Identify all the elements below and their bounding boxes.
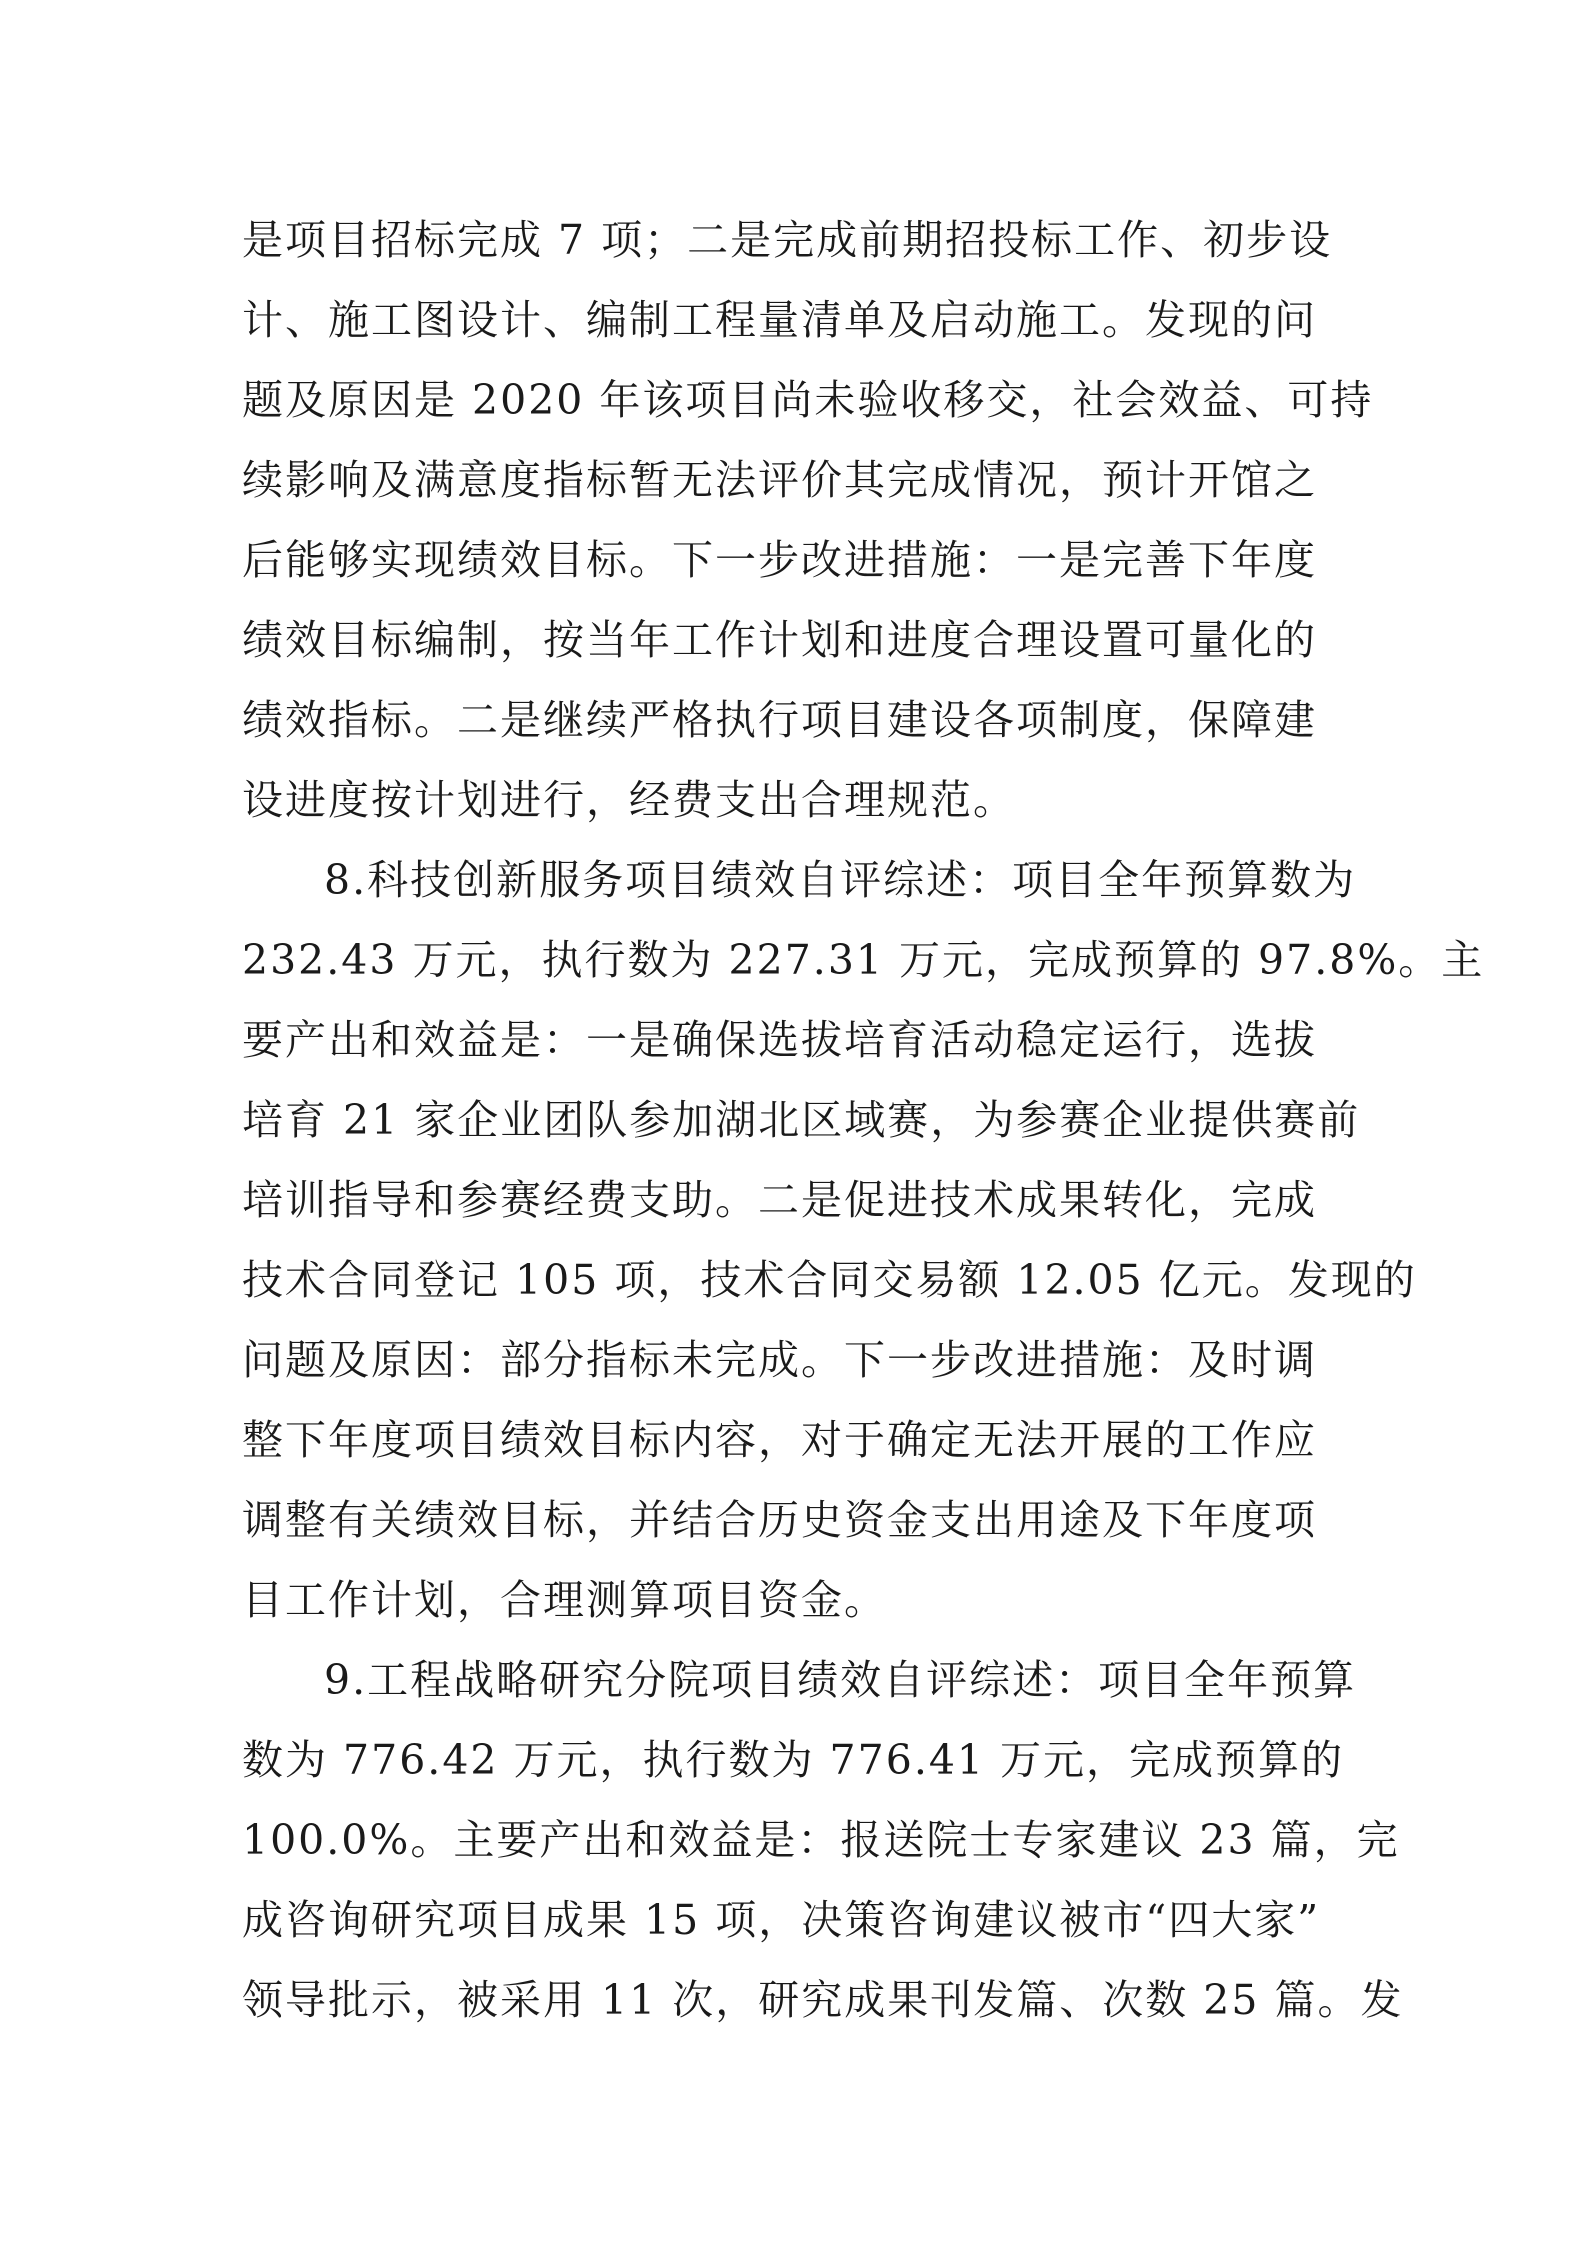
paragraph-8-start: 8.科技创新服务项目绩效自评综述：项目全年预算数为	[324, 856, 1357, 904]
text-line: 设进度按计划进行，经费支出合理规范。	[242, 776, 1016, 824]
text-line: 后能够实现绩效目标。下一步改进措施：一是完善下年度	[242, 536, 1317, 584]
text-line: 要产出和效益是：一是确保选拔培育活动稳定运行，选拔	[242, 1016, 1317, 1064]
text-line: 绩效目标编制，按当年工作计划和进度合理设置可量化的	[242, 616, 1317, 664]
text-line: 绩效指标。二是继续严格执行项目建设各项制度，保障建	[242, 696, 1317, 744]
text-line: 培训指导和参赛经费支助。二是促进技术成果转化，完成	[242, 1176, 1317, 1224]
text-line: 调整有关绩效目标，并结合历史资金支出用途及下年度项	[242, 1496, 1317, 1544]
text-line: 整下年度项目绩效目标内容，对于确定无法开展的工作应	[242, 1416, 1317, 1464]
body-text	[242, 200, 1485, 2040]
text-line: 计、施工图设计、编制工程量清单及启动施工。发现的问	[242, 296, 1317, 344]
text-line: 题及原因是 2020 年该项目尚未验收移交，社会效益、可持	[242, 376, 1374, 424]
text-line: 技术合同登记 105 项，技术合同交易额 12.05 亿元。发现的	[242, 1256, 1417, 1304]
text-line: 目工作计划，合理测算项目资金。	[242, 1576, 887, 1624]
text-line: 100.0%。主要产出和效益是：报送院士专家建议 23 篇，完	[242, 1816, 1400, 1864]
text-line: 领导批示，被采用 11 次，研究成果刊发篇、次数 25 篇。发	[242, 1976, 1404, 2024]
text-line: 数为 776.42 万元，执行数为 776.41 万元，完成预算的	[242, 1736, 1345, 1784]
text-line: 问题及原因：部分指标未完成。下一步改进措施：及时调	[242, 1336, 1317, 1384]
text-line: 是项目招标完成 7 项；二是完成前期招投标工作、初步设	[242, 216, 1333, 264]
paragraph-9-start: 9.工程战略研究分院项目绩效自评综述：项目全年预算	[324, 1656, 1357, 1704]
text-line: 续影响及满意度指标暂无法评价其完成情况，预计开馆之	[242, 456, 1317, 504]
text-line: 成咨询研究项目成果 15 项，决策咨询建议被市“四大家”	[242, 1896, 1321, 1944]
text-line: 培育 21 家企业团队参加湖北区域赛，为参赛企业提供赛前	[242, 1096, 1361, 1144]
text-line: 232.43 万元，执行数为 227.31 万元，完成预算的 97.8%。主	[242, 936, 1485, 984]
